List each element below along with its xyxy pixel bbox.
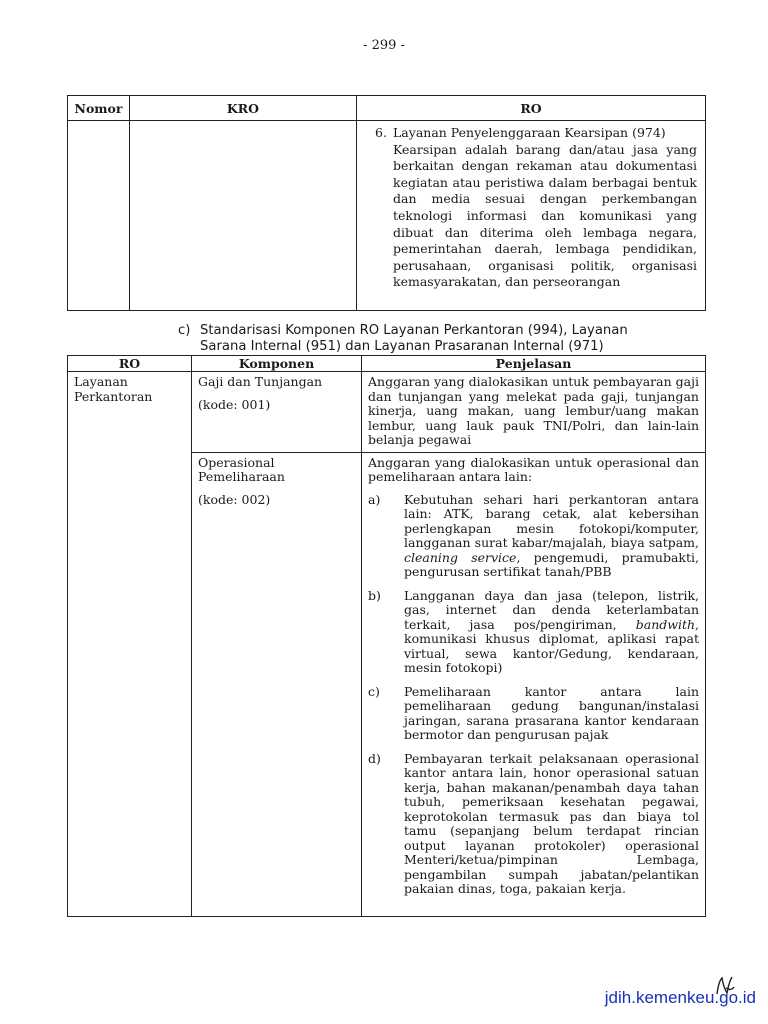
section-title: Standarisasi Komponen RO Layanan Perkantoran (994), Layanan Sarana Internal (951) dan Layanan Prasaranan Internal (971) [200,323,628,354]
ro-title: Layanan Penyelenggaraan Kearsipan (974) [393,125,666,140]
item-text: Kebutuhan sehari hari perkantoran antara lain: ATK, barang cetak, alat kebersihan perlengkapan mesin fotokopi/komputer, langganan surat kabar/majalah, biaya satpam, [404,491,699,550]
item-text: , komunikasi khusus diplomat, aplikasi rapat virtual, sewa kantor/Gedung, kendaraan, mesin fotokopi) [404,616,699,675]
section-c-heading [178,323,678,355]
list-item [368,589,699,676]
cell-komponen [192,452,362,916]
item-marker: d) [368,750,381,766]
table-row [68,121,706,311]
item-marker: a) [368,491,381,507]
header-komponen: Komponen [192,356,362,372]
komponen-code: (kode: 001) [198,396,271,412]
item-marker: b) [368,587,381,603]
komponen-name: Gaji dan Tunjangan [198,374,323,389]
item-text: Pembayaran terkait pelaksanaan operasional kantor antara lain, honor operasional satuan kerja, bahan makanan/penambah daya tahan tubuh, pemeriksaan kesehatan pegawai, keprotokolan termasuk pas dan biaya tol tamu (sepanjang belum terdapat rincian output layanan protokoler) operasional Menteri/ketua/pimpinan Lembaga, pengambilan sumpah jabatan/pelantikan pakaian dinas, toga, pakaian kerja. [404,750,699,896]
cell-komponen [192,372,362,453]
table-header-row [68,96,706,121]
list-item [368,685,699,743]
list-item [368,752,699,897]
cell-nomor [68,121,130,311]
item-italic-text: cleaning service [404,549,517,565]
header-nomor: Nomor [68,96,130,121]
item-text: Langganan daya dan jasa (telepon, listrik, gas, internet dan denda keterlambatan terkait, jasa pos/pengiriman, [404,587,699,632]
komponen-code: (kode: 002) [198,491,271,507]
komponen-name: Operasional Pemeliharaan [198,454,285,484]
list-item [368,493,699,580]
ro-description: Kearsipan adalah barang dan/atau jasa yang berkaitan dengan rekaman atau dokumentasi kegiatan atau peristiwa dalam berbagai bentuk dan media sesuai dengan perkembangan teknologi informasi dan komunikasi yang dibuat dan diterima oleh lembaga negara, pemerintahan daerah, lembaga pendidikan, perusahaan, organisasi politik, organisasi kemasyarakatan, dan perseorangan [393,141,697,290]
kro-ro-table [67,95,706,311]
table-header-row [68,356,706,372]
cell-ro: Layanan Perkantoran [68,372,192,917]
header-ro: RO [357,96,706,121]
header-kro: KRO [130,96,357,121]
item-text: Pemeliharaan kantor antara lain pemeliharaan gedung bangunan/instalasi jaringan, sarana prasarana kantor kendaraan bermotor dan pengurusan pajak [404,683,699,742]
header-penjelasan: Penjelasan [362,356,706,372]
section-marker: c) [178,323,191,338]
cell-ro [357,121,706,311]
page-number: - 299 - [363,38,405,53]
item-marker: c) [368,683,380,699]
cell-penjelasan [362,452,706,916]
cell-kro [130,121,357,311]
item-italic-text: bandwith [635,616,696,632]
penjelasan-intro: Anggaran yang dialokasikan untuk operasional dan pemeliharaan antara lain: [368,454,699,484]
table-row [68,372,706,453]
header-ro: RO [68,356,192,372]
item-text: , pengemudi, pramubakti, pengurusan sertifikat tanah/PBB [404,549,699,579]
komponen-table [67,355,706,917]
ro-number: 6. [375,125,387,140]
source-watermark: jdih.kemenkeu.go.id [604,988,756,1007]
cell-penjelasan: Anggaran yang dialokasikan untuk pembayaran gaji dan tunjangan yang melekat pada gaji, tunjangan kinerja, uang makan, uang lembur/uang makan lembur, uang lauk pauk TNI/Polri, dan lain-lain belanja pegawai [362,372,706,453]
